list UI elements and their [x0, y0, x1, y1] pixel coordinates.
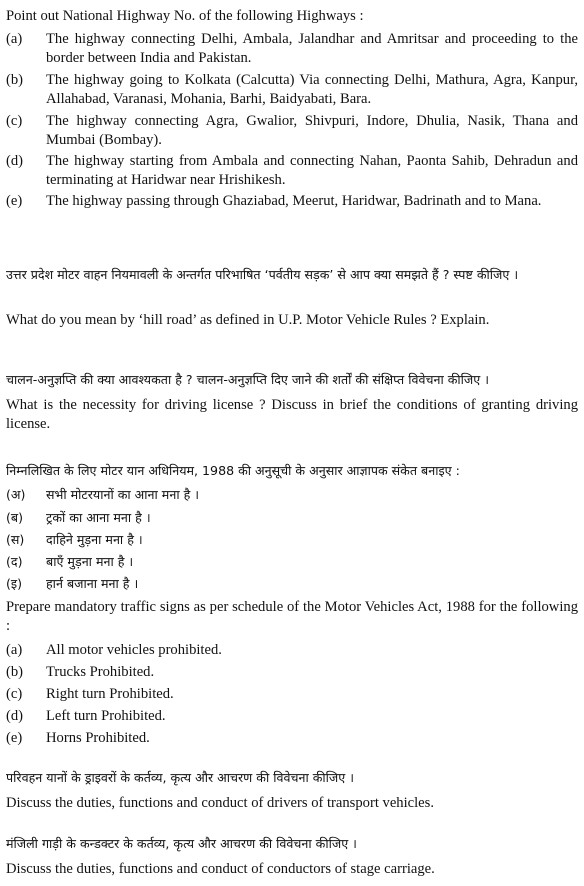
q4-english-heading: [6, 598, 578, 635]
q4-hindi-item-label: (इ): [6, 576, 23, 591]
q4-english-item: [6, 707, 578, 726]
q3-english-text: What is the necessity for driving license ? Discuss in brief the conditions of granting driving license.: [6, 397, 578, 432]
q4-hindi-item: [6, 508, 578, 528]
q4-hindi-item-label: (ब): [6, 510, 24, 525]
q4-hindi-item-label: (द): [6, 554, 23, 569]
q6-hindi: मंजिली गाड़ी के कन्डक्टर के कर्तव्य, कृत्य और आचरण की विवेचना कीजिए ।: [6, 836, 357, 851]
q4-hindi-item-text: हार्न बजाना मना है ।: [46, 576, 139, 591]
q4-english-item: [6, 729, 578, 748]
q4-english-item-label: (b): [6, 664, 24, 680]
q4-hindi-item-label: (स): [6, 532, 25, 547]
q4-hindi-item-text: ट्रकों का आना मना है ।: [46, 510, 151, 525]
q1-item-label: (e): [6, 193, 23, 209]
q4-english-item-label: (d): [6, 708, 24, 724]
q4-english-item-text: Horns Prohibited.: [46, 730, 150, 746]
q3-hindi: चालन-अनुज्ञप्ति की क्या आवश्यकता है ? चालन-अनुज्ञप्ति दिए जाने की शर्तों की संक्षिप्त विवेचना कीजिए ।: [6, 372, 490, 387]
q4-hindi-item-text: दाहिने मुड़ना मना है ।: [46, 532, 143, 547]
q4-english-item: [6, 685, 578, 704]
q1-item-c: [6, 112, 578, 149]
q2-english: What do you mean by ‘hill road’ as defined in U.P. Motor Vehicle Rules ? Explain.: [6, 312, 490, 328]
q1-item-label: (a): [6, 31, 23, 47]
q4-english-item: [6, 641, 578, 660]
q4-english-heading-text: Prepare mandatory traffic signs as per schedule of the Motor Vehicles Act, 1988 for the following :: [6, 599, 578, 634]
q1-item-text: The highway passing through Ghaziabad, Meerut, Haridwar, Badrinath and to Mana.: [46, 193, 542, 209]
q4-english-item: [6, 663, 578, 682]
q1-item-b: [6, 71, 578, 108]
q4-hindi-item-text: बाएँ मुड़ना मना है ।: [46, 554, 134, 569]
q2-hindi: [6, 265, 578, 285]
q4-english-item-text: Trucks Prohibited.: [46, 664, 155, 680]
q1-item-label: (c): [6, 113, 23, 129]
q4-english-item-text: Right turn Prohibited.: [46, 686, 174, 702]
q4-hindi-item: [6, 574, 578, 594]
q1-item-label: (d): [6, 153, 24, 169]
q1-item-e: [6, 192, 578, 211]
q4-english-item-label: (c): [6, 686, 23, 702]
q1-item-text: The highway connecting Agra, Gwalior, Shivpuri, Indore, Dhulia, Nasik, Thana and Mumbai (Bombay).: [46, 113, 578, 148]
q4-hindi-item: [6, 530, 578, 550]
q1-item-label: (b): [6, 72, 24, 88]
q4-english-item-text: All motor vehicles prohibited.: [46, 642, 222, 658]
q1-item-text: The highway connecting Delhi, Ambala, Jalandhar and Amritsar and proceeding to the border between India and Pakistan.: [46, 31, 578, 66]
q4-hindi-item-text: सभी मोटरयानों का आना मना है ।: [46, 487, 200, 502]
q1-item-text: The highway starting from Ambala and connecting Nahan, Paonta Sahib, Dehradun and terminating at Haridwar near Hrishikesh.: [46, 153, 578, 188]
q6-english: Discuss the duties, functions and conduct of conductors of stage carriage.: [6, 861, 435, 877]
q4-hindi-item: [6, 485, 578, 505]
q2-hindi-text: उत्तर प्रदेश मोटर वाहन नियमावली के अन्तर्गत परिभाषित ‘पर्वतीय सड़क’ से आप क्या समझते हैं ? स्पष्ट कीजिए ।: [6, 267, 519, 282]
q3-english: [6, 396, 578, 433]
q4-english-item-label: (e): [6, 730, 23, 746]
q1-item-d: [6, 152, 578, 189]
q1-item-a: [6, 30, 578, 67]
q4-english-item-label: (a): [6, 642, 23, 658]
q5-english: Discuss the duties, functions and conduct of drivers of transport vehicles.: [6, 795, 434, 811]
q4-hindi-item: [6, 552, 578, 572]
q4-hindi-item-label: (अ): [6, 487, 26, 502]
q1-heading: Point out National Highway No. of the following Highways :: [6, 8, 364, 24]
q5-hindi: परिवहन यानों के ड्राइवरों के कर्तव्य, कृत्य और आचरण की विवेचना कीजिए ।: [6, 770, 355, 785]
q1-item-text: The highway going to Kolkata (Calcutta) Via connecting Delhi, Mathura, Agra, Kanpur, Allahabad, Varanasi, Mohania, Barhi, Baidyabati, Bara.: [46, 72, 578, 107]
q4-hindi-heading: निम्नलिखित के लिए मोटर यान अधिनियम, 1988 की अनुसूची के अनुसार आज्ञापक संकेत बनाइए :: [6, 463, 460, 478]
q4-english-item-text: Left turn Prohibited.: [46, 708, 166, 724]
